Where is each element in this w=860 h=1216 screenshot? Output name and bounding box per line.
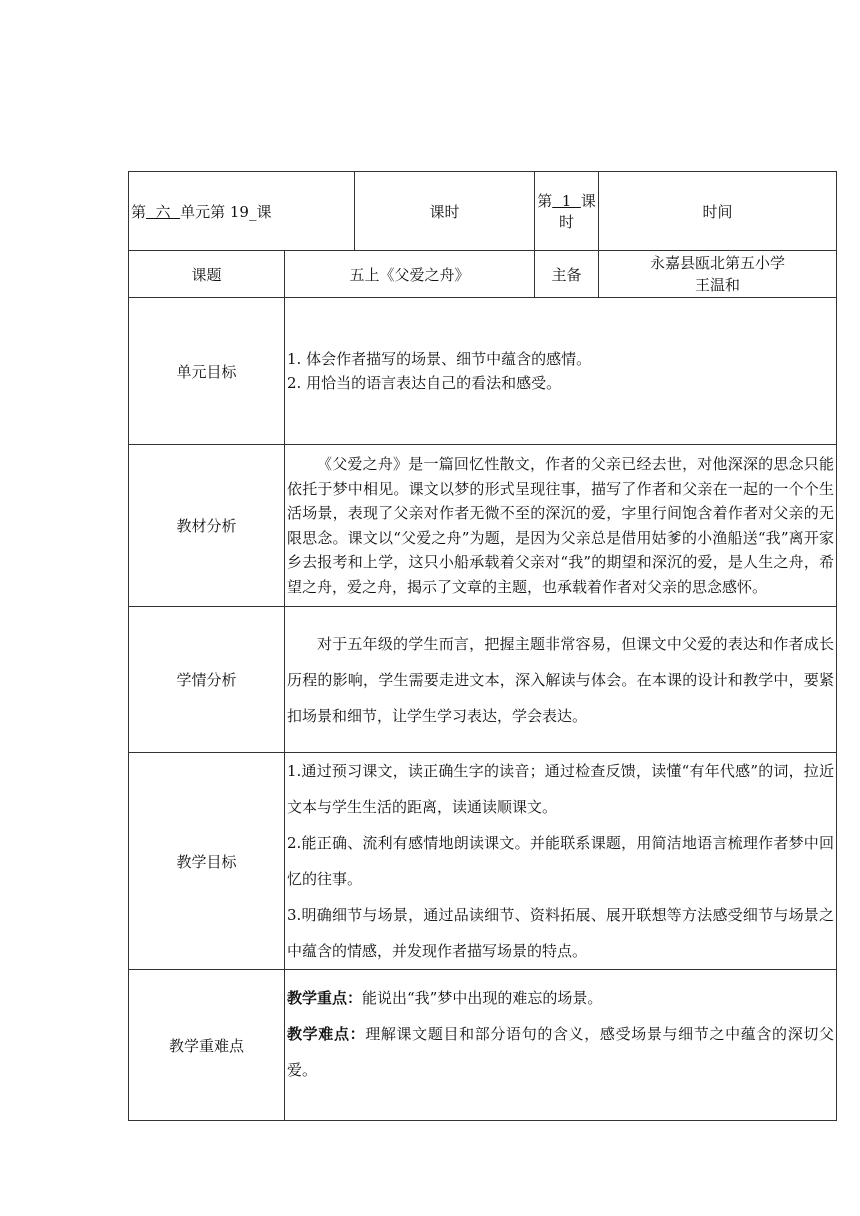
key-focus-label: 教学重点： — [287, 989, 363, 1007]
lesson-plan-table — [128, 171, 837, 1121]
objective-item: 1.通过预习课文，读正确生字的读音；通过检查反馈，读懂“有年代感”的词，拉近文本与学生生活的距离，读通读顺课文。 — [287, 762, 835, 816]
lead-name: 王温和 — [695, 276, 741, 294]
key-difficulty — [287, 1016, 834, 1088]
lead-label: 主备 — [535, 251, 599, 298]
objective-item: 2.能正确、流利有感情地朗读课文。并能联系课题，用简洁地语言梳理作者梦中回忆的往事。 — [287, 834, 835, 888]
unit-goals-label: 单元目标 — [129, 298, 285, 445]
period-prefix: 第 — [537, 192, 553, 210]
key-difficulty-text: 理解课文题目和部分语句的含义，感受场景与细节之中蕴含的深切父爱。 — [287, 1025, 834, 1079]
key-difficulty-label: 教学难点： — [287, 1025, 366, 1043]
period-suffix: 课时 — [559, 192, 596, 231]
unit-lesson-cell — [129, 172, 355, 251]
keypoints-label: 教学重难点 — [129, 970, 285, 1121]
keypoints-row — [129, 970, 837, 1121]
keypoints-content — [285, 970, 837, 1121]
unit-goals-row — [129, 298, 837, 445]
period-label: 课时 — [355, 172, 535, 251]
key-focus-text: 能说出“我”梦中出现的难忘的场景。 — [362, 989, 603, 1007]
time-label: 时间 — [599, 172, 837, 251]
period-number: 1 — [552, 192, 581, 210]
unit-number: 六 — [146, 202, 181, 221]
topic-row — [129, 251, 837, 298]
lead-value — [599, 251, 837, 298]
lead-school: 永嘉县瓯北第五小学 — [650, 254, 786, 272]
material-text: 《父爱之舟》是一篇回忆性散文，作者的父亲已经去世，对他深深的思念只能依托于梦中相见。课文以梦的形式呈现往事，描写了作者和父亲在一起的一个个生活场景，表现了父亲对作者无微不至的深沉的爱，字里行间饱含着作者对父亲的无限思念。课文以“父爱之舟”为题，是因为父亲总是借用姑爹的小渔船送“我”离开家乡去报考和上学，这只小船承载着父亲对“我”的期望和深沉的爱，是人生之舟，希望之舟，爱之舟，揭示了文章的主题，也承载着作者对父亲的思念感怀。 — [285, 445, 837, 607]
objectives-label: 教学目标 — [129, 753, 285, 970]
objectives-content — [285, 753, 837, 970]
unit-goal-item: 1. 体会作者描写的场景、细节中蕴含的感情。 — [287, 349, 592, 368]
unit-prefix: 第 — [131, 202, 147, 221]
students-text: 对于五年级的学生而言，把握主题非常容易，但课文中父爱的表达和作者成长历程的影响，学生需要走进文本，深入解读与体会。在本课的设计和教学中，要紧扣场景和细节，让学生学习表达，学会表达。 — [285, 607, 837, 753]
material-label: 教材分析 — [129, 445, 285, 607]
period-cell — [535, 172, 599, 251]
unit-goal-item: 2. 用恰当的语言表达自己的看法和感受。 — [287, 374, 562, 392]
material-row — [129, 445, 837, 607]
key-focus — [287, 980, 834, 1016]
unit-lesson-text: 单元第 19_课 — [180, 202, 272, 221]
students-label: 学情分析 — [129, 607, 285, 753]
objective-item: 3.明确细节与场景，通过品读细节、资料拓展、展开联想等方法感受细节与场景之中蕴含的情感，并发现作者描写场景的特点。 — [287, 906, 835, 960]
students-row — [129, 607, 837, 753]
unit-goals-content — [285, 298, 837, 445]
topic-value: 五上《父爱之舟》 — [285, 251, 535, 298]
topic-label: 课题 — [129, 251, 285, 298]
header-row — [129, 172, 837, 251]
objectives-row — [129, 753, 837, 970]
